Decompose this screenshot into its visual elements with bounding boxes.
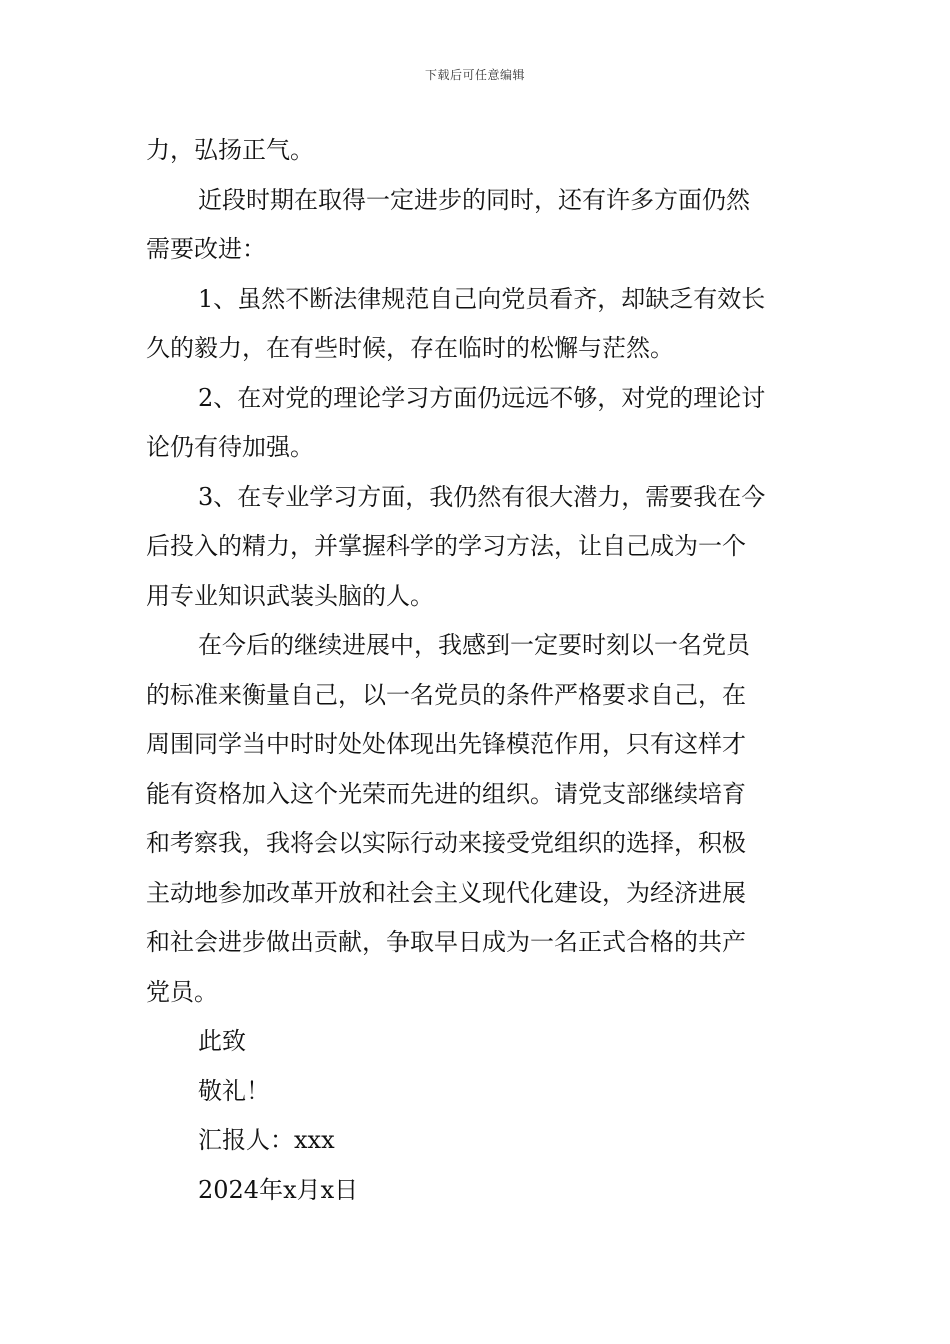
report-date: 2024年x月x日 xyxy=(198,1175,359,1204)
text-line: 能有资格加入这个光荣而先进的组织。请党支部继续培育 xyxy=(146,779,746,808)
paragraph-continuation xyxy=(146,126,806,176)
paragraph-point-2 xyxy=(146,374,806,473)
text-line: 用专业知识武装头脑的人。 xyxy=(146,581,434,610)
paragraph-future-commitment xyxy=(146,621,806,1017)
text-line: 近段时期在取得一定进步的同时，还有许多方面仍然 xyxy=(198,185,750,214)
document-body xyxy=(146,126,806,1215)
text-line: 在今后的继续进展中，我感到一定要时刻以一名党员 xyxy=(198,631,750,659)
text-line: 力，弘扬正气。 xyxy=(146,136,314,164)
text-line: 后投入的精力，并掌握科学的学习方法，让自己成为一个 xyxy=(146,532,746,560)
paragraph-point-3 xyxy=(146,473,806,622)
closing-regards: 敬礼！ xyxy=(198,1076,270,1105)
reporter-signature: 汇报人：xxx xyxy=(198,1126,335,1154)
text-line: 需要改进： xyxy=(146,235,266,263)
text-line: 和考察我，我将会以实际行动来接受党组织的选择，积极 xyxy=(146,829,746,857)
text-line: 论仍有待加强。 xyxy=(146,433,314,461)
closing-salutation: 此致 xyxy=(198,1027,246,1055)
page-header-note: 下载后可任意编辑 xyxy=(424,68,525,82)
text-line: 和社会进步做出贡献，争取早日成为一名正式合格的共产 xyxy=(146,928,746,956)
text-line: 久的毅力，在有些时候，存在临时的松懈与茫然。 xyxy=(146,334,674,362)
text-line: 主动地参加改革开放和社会主义现代化建设，为经济进展 xyxy=(146,878,746,907)
text-line: 1、虽然不断法律规范自己向党员看齐，却缺乏有效长 xyxy=(198,284,766,313)
text-line: 党员。 xyxy=(146,977,218,1006)
paragraph-improvement-intro xyxy=(146,176,806,275)
text-line: 周围同学当中时时处处体现出先锋模范作用，只有这样才 xyxy=(146,730,746,758)
text-line: 2、在对党的理论学习方面仍远远不够，对党的理论讨 xyxy=(198,383,766,412)
text-line: 3、在专业学习方面，我仍然有很大潜力，需要我在今 xyxy=(198,482,766,511)
text-line: 的标准来衡量自己，以一名党员的条件严格要求自己，在 xyxy=(146,680,746,709)
paragraph-point-1 xyxy=(146,275,806,374)
